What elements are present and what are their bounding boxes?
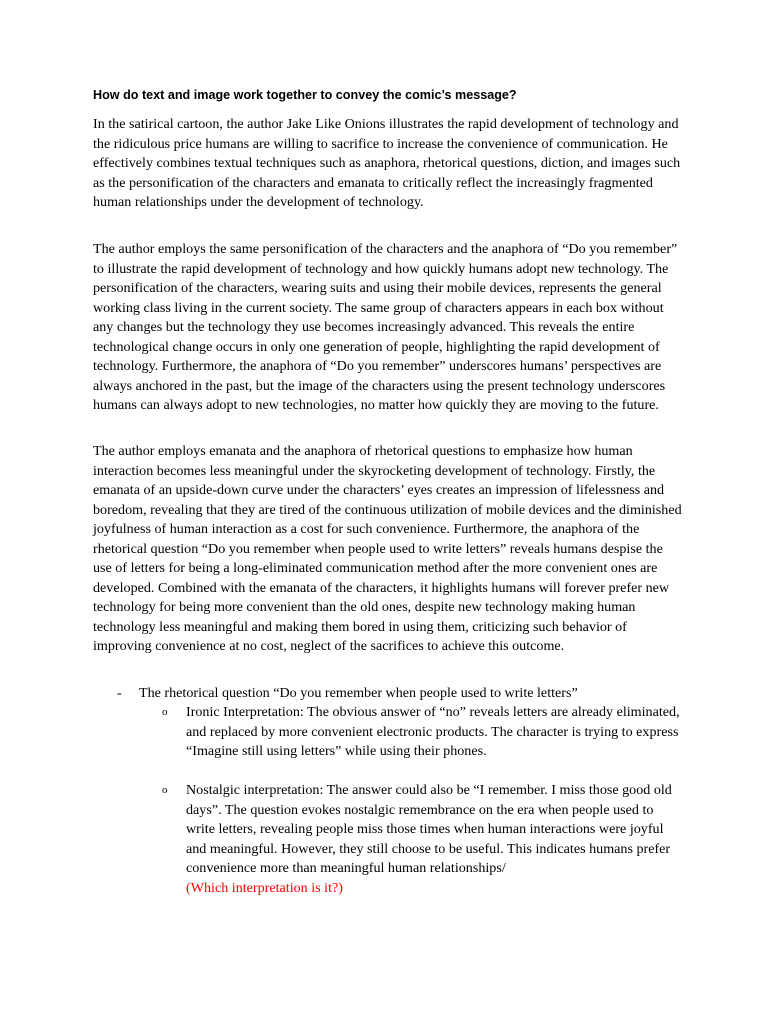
bullet-text: The rhetorical question “Do you remember when people used to write letters” — [139, 685, 578, 701]
document-heading: How do text and image work together to convey the comic’s message? — [93, 88, 517, 102]
paragraph-intro: In the satirical cartoon, the author Jake Like Onions illustrates the rapid development of technology and the ridiculous price humans are willing to sacrifice to increase the convenience of communication. He effectively combines textual techniques such as anaphora, rhetorical questions, diction, and images such as the personification of the characters and emanata to critically reflect the increasingly fragmented human relationships under the development of technology. — [93, 116, 681, 210]
paragraph-personification: The author employs the same personification of the characters and the anaphora of “Do you remember” to illustrate the rapid development of technology and how quickly humans adopt new technology. The personification of the characters, wearing suits and using their mobile devices, represents the general working class living in the current society. The same group of characters appears in each box without any changes but the technology they use becomes increasingly advanced. This reveals the entire technological change occurs in only one generation of people, highlighting the rapid development of technology. Furthermore, the anaphora of “Do you remember” underscores humans’ perspectives are always anchored in the past, but the image of the characters using the present technology underscores humans can always adopt to new technologies, no matter how quickly they are moving to the future. — [93, 241, 678, 413]
dash-bullet-marker: - — [117, 685, 122, 701]
circle-bullet-marker: o — [162, 784, 168, 796]
sub-item-ironic-interpretation — [162, 703, 682, 762]
sub-item-text: Ironic Interpretation: The obvious answer of “no” reveals letters are already eliminated, and replaced by more convenient electronic products. The character is trying to express “Imagine still using letters” while using their phones. — [186, 704, 680, 759]
red-question-note: (Which interpretation is it?) — [186, 879, 343, 896]
circle-bullet-marker: o — [162, 706, 168, 718]
sub-item-text: Nostalgic interpretation: The answer could also be “I remember. I miss those good old days”. The question evokes nostalgic remembrance on the era when people used to write letters, revealing people miss those times when human interactions were joyful and meaningful. However, they still choose to be useful. This indicates humans prefer convenience more than meaningful human relationships/ — [186, 782, 672, 876]
sub-item-nostalgic-interpretation — [162, 781, 682, 898]
paragraph-emanata: The author employs emanata and the anaphora of rhetorical questions to emphasize how human interaction becomes less meaningful under the skyrocketing development of technology. Firstly, the emanata of an upside-down curve under the characters’ eyes creates an impression of lifelessness and boredom, revealing that they are tired of the continuous utilization of mobile devices and the diminished joyfulness of human interaction as a cost for such convenience. Furthermore, the anaphora of the rhetorical question “Do you remember when people used to write letters” reveals humans despise the use of letters for being a long-eliminated communication method after the more convenient ones are developed. Combined with the emanata of the characters, it highlights humans will forever prefer new technology for being more convenient than the old ones, despite new technology making human technology less meaningful and making them bored in using them, criticizing such behavior of improving convenience at no cost, neglect of the sacrifices to achieve this outcome. — [93, 443, 682, 654]
